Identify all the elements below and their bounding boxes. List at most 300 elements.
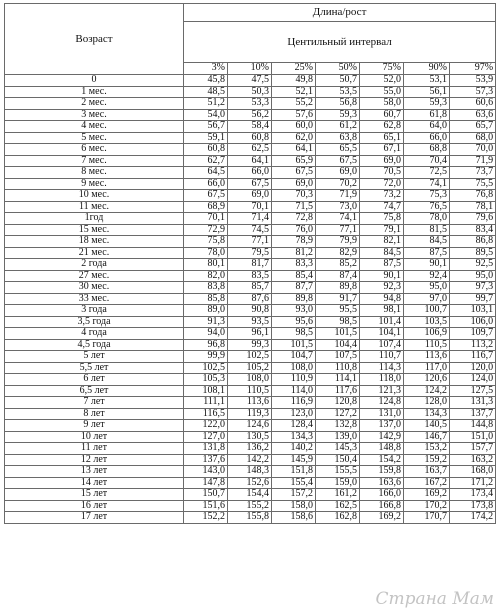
value-cell: 155,4 [272, 477, 316, 489]
value-cell: 80,1 [184, 259, 228, 271]
value-cell: 163,6 [360, 477, 404, 489]
value-cell: 64,0 [404, 121, 450, 133]
value-cell: 159,0 [316, 477, 360, 489]
value-cell: 74,1 [316, 213, 360, 225]
value-cell: 99,3 [228, 339, 272, 351]
value-cell: 142,9 [360, 431, 404, 443]
value-cell: 75,8 [360, 213, 404, 225]
age-cell: 4 мес. [5, 121, 184, 133]
value-cell: 90,1 [360, 270, 404, 282]
value-cell: 152,6 [228, 477, 272, 489]
value-cell: 104,4 [316, 339, 360, 351]
table-row [5, 201, 496, 213]
value-cell: 109,7 [450, 328, 496, 340]
value-cell: 114,1 [316, 374, 360, 386]
value-cell: 99,7 [450, 293, 496, 305]
value-cell: 143,0 [184, 466, 228, 478]
value-cell: 98,5 [272, 328, 316, 340]
value-cell: 70,1 [184, 213, 228, 225]
value-cell: 116,7 [450, 351, 496, 363]
value-cell: 173,8 [450, 500, 496, 512]
value-cell: 144,8 [450, 420, 496, 432]
age-cell: 15 мес. [5, 224, 184, 236]
value-cell: 105,2 [228, 362, 272, 374]
age-cell: 6 мес. [5, 144, 184, 156]
value-cell: 81,2 [272, 247, 316, 259]
age-cell: 11 мес. [5, 201, 184, 213]
value-cell: 62,5 [228, 144, 272, 156]
value-cell: 65,7 [450, 121, 496, 133]
value-cell: 70,3 [272, 190, 316, 202]
value-cell: 81,5 [404, 224, 450, 236]
value-cell: 114,0 [272, 385, 316, 397]
value-cell: 65,5 [316, 144, 360, 156]
value-cell: 169,2 [404, 489, 450, 501]
value-cell: 78,0 [404, 213, 450, 225]
age-cell: 13 лет [5, 466, 184, 478]
value-cell: 173,4 [450, 489, 496, 501]
value-cell: 67,1 [360, 144, 404, 156]
value-cell: 105,3 [184, 374, 228, 386]
value-cell: 157,2 [272, 489, 316, 501]
value-cell: 67,5 [316, 155, 360, 167]
value-cell: 128,0 [404, 397, 450, 409]
table-row [5, 316, 496, 328]
percentile-header-cell: 3% [184, 63, 228, 75]
value-cell: 131,3 [450, 397, 496, 409]
table-row [5, 236, 496, 248]
age-cell: 3,5 года [5, 316, 184, 328]
age-cell: 6,5 лет [5, 385, 184, 397]
value-cell: 71,9 [450, 155, 496, 167]
table-row [5, 489, 496, 501]
value-cell: 52,1 [272, 86, 316, 98]
table-row [5, 167, 496, 179]
value-cell: 148,3 [228, 466, 272, 478]
value-cell: 82,9 [316, 247, 360, 259]
age-cell: 8 лет [5, 408, 184, 420]
value-cell: 70,1 [228, 201, 272, 213]
value-cell: 117,6 [316, 385, 360, 397]
value-cell: 53,5 [316, 86, 360, 98]
table-row [5, 98, 496, 110]
age-cell: 30 мес. [5, 282, 184, 294]
table-row [5, 500, 496, 512]
value-cell: 111,1 [184, 397, 228, 409]
value-cell: 68,0 [450, 132, 496, 144]
value-cell: 108,0 [272, 362, 316, 374]
value-cell: 100,7 [404, 305, 450, 317]
age-cell: 5 лет [5, 351, 184, 363]
growth-table-container [4, 3, 495, 524]
table-row [5, 190, 496, 202]
value-cell: 73,0 [316, 201, 360, 213]
value-cell: 107,5 [316, 351, 360, 363]
percentile-header-cell: 25% [272, 63, 316, 75]
value-cell: 110,9 [272, 374, 316, 386]
value-cell: 81,7 [228, 259, 272, 271]
value-cell: 120,8 [316, 397, 360, 409]
value-cell: 85,4 [272, 270, 316, 282]
value-cell: 116,5 [184, 408, 228, 420]
value-cell: 83,8 [184, 282, 228, 294]
age-cell: 4,5 года [5, 339, 184, 351]
value-cell: 64,1 [228, 155, 272, 167]
value-cell: 74,5 [228, 224, 272, 236]
value-cell: 64,1 [272, 144, 316, 156]
age-cell: 3 года [5, 305, 184, 317]
value-cell: 127,2 [316, 408, 360, 420]
value-cell: 75,8 [184, 236, 228, 248]
value-cell: 151,6 [184, 500, 228, 512]
value-cell: 124,2 [404, 385, 450, 397]
value-cell: 76,8 [450, 190, 496, 202]
value-cell: 89,0 [184, 305, 228, 317]
value-cell: 71,9 [316, 190, 360, 202]
value-cell: 134,3 [272, 431, 316, 443]
value-cell: 87,5 [404, 247, 450, 259]
table-row [5, 339, 496, 351]
value-cell: 69,0 [228, 190, 272, 202]
value-cell: 167,2 [404, 477, 450, 489]
value-cell: 119,3 [228, 408, 272, 420]
value-cell: 72,0 [360, 178, 404, 190]
value-cell: 60,7 [360, 109, 404, 121]
value-cell: 56,1 [404, 86, 450, 98]
table-row [5, 213, 496, 225]
value-cell: 76,5 [404, 201, 450, 213]
value-cell: 110,7 [360, 351, 404, 363]
value-cell: 69,0 [360, 155, 404, 167]
value-cell: 154,2 [360, 454, 404, 466]
value-cell: 84,5 [360, 247, 404, 259]
value-cell: 71,5 [272, 201, 316, 213]
value-cell: 103,1 [450, 305, 496, 317]
value-cell: 77,1 [228, 236, 272, 248]
age-cell: 14 лет [5, 477, 184, 489]
value-cell: 79,5 [228, 247, 272, 259]
value-cell: 116,9 [272, 397, 316, 409]
value-cell: 113,6 [404, 351, 450, 363]
value-cell: 123,0 [272, 408, 316, 420]
value-cell: 59,3 [316, 109, 360, 121]
table-row [5, 454, 496, 466]
growth-percentile-table [4, 3, 496, 524]
value-cell: 60,6 [450, 98, 496, 110]
age-cell: 5,5 лет [5, 362, 184, 374]
value-cell: 158,6 [272, 512, 316, 524]
table-row [5, 466, 496, 478]
value-cell: 55,0 [360, 86, 404, 98]
value-cell: 128,4 [272, 420, 316, 432]
value-cell: 58,4 [228, 121, 272, 133]
value-cell: 132,8 [316, 420, 360, 432]
value-cell: 152,2 [184, 512, 228, 524]
value-cell: 69,0 [316, 167, 360, 179]
value-cell: 92,3 [360, 282, 404, 294]
age-column-header: Возраст [5, 4, 184, 75]
age-cell: 11 лет [5, 443, 184, 455]
table-row [5, 224, 496, 236]
value-cell: 114,3 [360, 362, 404, 374]
value-cell: 89,8 [316, 282, 360, 294]
value-cell: 124,6 [228, 420, 272, 432]
length-height-header: Длина/рост [184, 4, 496, 22]
value-cell: 113,6 [228, 397, 272, 409]
value-cell: 67,5 [184, 190, 228, 202]
value-cell: 59,3 [404, 98, 450, 110]
age-cell: 4 года [5, 328, 184, 340]
value-cell: 171,2 [450, 477, 496, 489]
value-cell: 69,0 [272, 178, 316, 190]
age-cell: 10 лет [5, 431, 184, 443]
value-cell: 95,0 [450, 270, 496, 282]
value-cell: 78,9 [272, 236, 316, 248]
value-cell: 76,0 [272, 224, 316, 236]
value-cell: 75,3 [404, 190, 450, 202]
value-cell: 72,9 [184, 224, 228, 236]
age-cell: 18 мес. [5, 236, 184, 248]
value-cell: 58,0 [360, 98, 404, 110]
value-cell: 102,5 [228, 351, 272, 363]
value-cell: 117,0 [404, 362, 450, 374]
table-row [5, 132, 496, 144]
value-cell: 89,8 [272, 293, 316, 305]
percentile-header-cell: 90% [404, 63, 450, 75]
value-cell: 48,5 [184, 86, 228, 98]
value-cell: 90,1 [404, 259, 450, 271]
age-cell: 7 лет [5, 397, 184, 409]
value-cell: 155,2 [228, 500, 272, 512]
value-cell: 151,8 [272, 466, 316, 478]
value-cell: 56,8 [316, 98, 360, 110]
value-cell: 56,7 [184, 121, 228, 133]
value-cell: 85,7 [228, 282, 272, 294]
value-cell: 66,0 [404, 132, 450, 144]
table-row [5, 270, 496, 282]
value-cell: 85,2 [316, 259, 360, 271]
value-cell: 83,3 [272, 259, 316, 271]
value-cell: 83,5 [228, 270, 272, 282]
percentile-header-cell: 50% [316, 63, 360, 75]
age-cell: 21 мес. [5, 247, 184, 259]
value-cell: 50,3 [228, 86, 272, 98]
value-cell: 166,8 [360, 500, 404, 512]
table-row [5, 408, 496, 420]
value-cell: 62,8 [360, 121, 404, 133]
value-cell: 51,2 [184, 98, 228, 110]
value-cell: 82,0 [184, 270, 228, 282]
value-cell: 108,0 [228, 374, 272, 386]
value-cell: 65,1 [360, 132, 404, 144]
value-cell: 60,0 [272, 121, 316, 133]
value-cell: 137,6 [184, 454, 228, 466]
value-cell: 155,5 [316, 466, 360, 478]
value-cell: 101,5 [316, 328, 360, 340]
value-cell: 67,5 [272, 167, 316, 179]
value-cell: 53,3 [228, 98, 272, 110]
value-cell: 148,8 [360, 443, 404, 455]
table-row [5, 477, 496, 489]
value-cell: 107,4 [360, 339, 404, 351]
percentile-header-cell: 75% [360, 63, 404, 75]
value-cell: 101,5 [272, 339, 316, 351]
value-cell: 94,0 [184, 328, 228, 340]
percentile-header-cell: 10% [228, 63, 272, 75]
table-row [5, 420, 496, 432]
age-cell: 33 мес. [5, 293, 184, 305]
table-row [5, 397, 496, 409]
value-cell: 82,1 [360, 236, 404, 248]
value-cell: 73,2 [360, 190, 404, 202]
age-cell: 1год [5, 213, 184, 225]
age-cell: 9 мес. [5, 178, 184, 190]
value-cell: 87,4 [316, 270, 360, 282]
value-cell: 99,9 [184, 351, 228, 363]
table-row [5, 178, 496, 190]
value-cell: 73,7 [450, 167, 496, 179]
value-cell: 53,9 [450, 75, 496, 87]
value-cell: 104,7 [272, 351, 316, 363]
value-cell: 153,2 [404, 443, 450, 455]
value-cell: 89,5 [450, 247, 496, 259]
table-row [5, 282, 496, 294]
value-cell: 163,7 [404, 466, 450, 478]
value-cell: 66,0 [228, 167, 272, 179]
value-cell: 87,6 [228, 293, 272, 305]
value-cell: 91,7 [316, 293, 360, 305]
value-cell: 96,1 [228, 328, 272, 340]
value-cell: 106,0 [450, 316, 496, 328]
percentile-header-cell: 97% [450, 63, 496, 75]
value-cell: 137,0 [360, 420, 404, 432]
value-cell: 97,0 [404, 293, 450, 305]
value-cell: 93,0 [272, 305, 316, 317]
value-cell: 131,8 [184, 443, 228, 455]
value-cell: 145,3 [316, 443, 360, 455]
value-cell: 124,0 [450, 374, 496, 386]
value-cell: 49,8 [272, 75, 316, 87]
value-cell: 169,2 [360, 512, 404, 524]
value-cell: 110,5 [404, 339, 450, 351]
table-row [5, 328, 496, 340]
value-cell: 159,2 [404, 454, 450, 466]
value-cell: 54,0 [184, 109, 228, 121]
age-cell: 5 мес. [5, 132, 184, 144]
table-row [5, 431, 496, 443]
value-cell: 145,9 [272, 454, 316, 466]
value-cell: 70,5 [360, 167, 404, 179]
table-row [5, 385, 496, 397]
age-cell: 2 года [5, 259, 184, 271]
table-row [5, 362, 496, 374]
value-cell: 86,8 [450, 236, 496, 248]
value-cell: 60,8 [228, 132, 272, 144]
value-cell: 97,3 [450, 282, 496, 294]
value-cell: 74,7 [360, 201, 404, 213]
value-cell: 90,8 [228, 305, 272, 317]
age-cell: 7 мес. [5, 155, 184, 167]
value-cell: 155,8 [228, 512, 272, 524]
table-row [5, 86, 496, 98]
value-cell: 110,5 [228, 385, 272, 397]
value-cell: 78,0 [184, 247, 228, 259]
value-cell: 68,9 [184, 201, 228, 213]
value-cell: 122,0 [184, 420, 228, 432]
value-cell: 65,9 [272, 155, 316, 167]
value-cell: 168,0 [450, 466, 496, 478]
value-cell: 174,2 [450, 512, 496, 524]
centile-interval-header: Центильный интервал [184, 22, 496, 63]
value-cell: 63,8 [316, 132, 360, 144]
table-row [5, 512, 496, 524]
value-cell: 62,0 [272, 132, 316, 144]
value-cell: 63,6 [450, 109, 496, 121]
age-cell: 2 мес. [5, 98, 184, 110]
value-cell: 75,5 [450, 178, 496, 190]
value-cell: 92,4 [404, 270, 450, 282]
value-cell: 147,8 [184, 477, 228, 489]
table-row [5, 351, 496, 363]
value-cell: 70,0 [450, 144, 496, 156]
value-cell: 57,6 [272, 109, 316, 121]
value-cell: 121,3 [360, 385, 404, 397]
value-cell: 134,3 [404, 408, 450, 420]
table-row [5, 305, 496, 317]
value-cell: 98,1 [360, 305, 404, 317]
table-row [5, 121, 496, 133]
value-cell: 98,5 [316, 316, 360, 328]
value-cell: 131,0 [360, 408, 404, 420]
age-cell: 3 мес. [5, 109, 184, 121]
value-cell: 140,2 [272, 443, 316, 455]
value-cell: 113,2 [450, 339, 496, 351]
value-cell: 137,7 [450, 408, 496, 420]
value-cell: 56,2 [228, 109, 272, 121]
value-cell: 101,4 [360, 316, 404, 328]
value-cell: 62,7 [184, 155, 228, 167]
age-cell: 17 лет [5, 512, 184, 524]
value-cell: 95,6 [272, 316, 316, 328]
age-cell: 9 лет [5, 420, 184, 432]
value-cell: 74,1 [404, 178, 450, 190]
value-cell: 55,2 [272, 98, 316, 110]
table-body [5, 75, 496, 524]
value-cell: 108,1 [184, 385, 228, 397]
value-cell: 96,8 [184, 339, 228, 351]
value-cell: 146,7 [404, 431, 450, 443]
watermark-logo: Страна Мам [375, 589, 494, 609]
value-cell: 140,5 [404, 420, 450, 432]
value-cell: 127,0 [184, 431, 228, 443]
value-cell: 151,0 [450, 431, 496, 443]
value-cell: 120,6 [404, 374, 450, 386]
value-cell: 60,8 [184, 144, 228, 156]
value-cell: 78,1 [450, 201, 496, 213]
value-cell: 142,2 [228, 454, 272, 466]
value-cell: 47,5 [228, 75, 272, 87]
value-cell: 127,5 [450, 385, 496, 397]
value-cell: 72,8 [272, 213, 316, 225]
value-cell: 95,5 [316, 305, 360, 317]
value-cell: 79,6 [450, 213, 496, 225]
value-cell: 103,5 [404, 316, 450, 328]
table-row [5, 109, 496, 121]
value-cell: 77,1 [316, 224, 360, 236]
table-row [5, 75, 496, 87]
value-cell: 87,7 [272, 282, 316, 294]
value-cell: 139,0 [316, 431, 360, 443]
